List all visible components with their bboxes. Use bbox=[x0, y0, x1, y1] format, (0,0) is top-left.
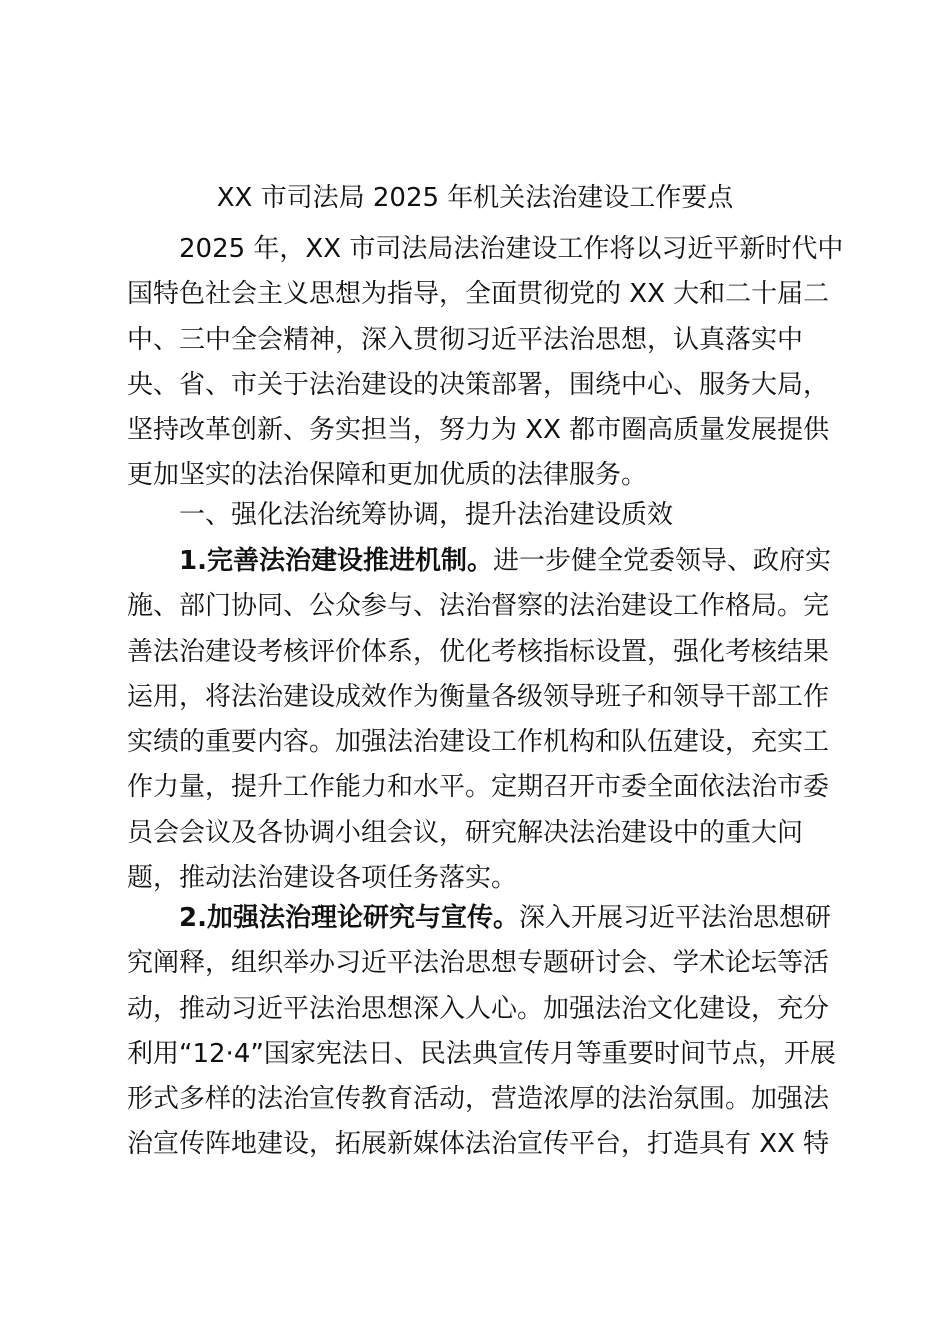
item1-line: 1.完善法治建设推进机制。进一步健全党委领导、政府实 bbox=[179, 546, 831, 576]
intro-line: 央、省、市关于法治建设的决策部署，围绕中心、服务大局， bbox=[127, 369, 830, 400]
item2-line: 究阐释，组织举办习近平法治思想专题研讨会、学术论坛等活 bbox=[127, 948, 830, 979]
item1-line: 运用，将法治建设成效作为衡量各级领导班子和领导干部工作 bbox=[127, 681, 830, 712]
item2-line: 利用“12·4”国家宪法日、民法典宣传月等重要时间节点，开展 bbox=[127, 1038, 836, 1069]
intro-line: 更加坚实的法治保障和更加优质的法律服务。 bbox=[127, 460, 648, 491]
item1-paragraph bbox=[127, 539, 831, 901]
item1-lead: 1.完善法治建设推进机制。 bbox=[179, 546, 493, 576]
document-title: XX 市司法局 2025 年机关法治建设工作要点 bbox=[216, 183, 734, 213]
item1-line: 作力量，提升工作能力和水平。定期召开市委全面依法治市委 bbox=[127, 772, 830, 803]
item1-line: 员会会议及各协调小组会议，研究解决法治建设中的重大问 bbox=[127, 817, 804, 848]
item2-line: 形式多样的法治宣传教育活动，营造浓厚的法治氛围。加强法 bbox=[127, 1084, 830, 1115]
item2-lead: 2.加强法治理论研究与宣传。 bbox=[179, 903, 519, 933]
intro-line: 国特色社会主义思想为指导，全面贯彻党的 XX 大和二十届二 bbox=[127, 279, 830, 310]
intro-line: 中、三中全会精神，深入贯彻习近平法治思想，认真落实中 bbox=[127, 324, 804, 355]
intro-line: 2025 年，XX 市司法局法治建设工作将以习近平新时代中 bbox=[179, 234, 844, 264]
intro-paragraph bbox=[127, 227, 844, 499]
item1-line: 善法治建设考核评价体系，优化考核指标设置，强化考核结果 bbox=[127, 636, 830, 667]
item1-line: 实绩的重要内容。加强法治建设工作机构和队伍建设，充实工 bbox=[127, 727, 830, 758]
item2-paragraph bbox=[127, 896, 836, 1168]
section-heading: 一、强化法治统筹协调，提升法治建设质效 bbox=[179, 500, 674, 530]
item2-line: 动，推动习近平法治思想深入人心。加强法治文化建设，充分 bbox=[127, 993, 830, 1024]
item2-line: 2.加强法治理论研究与宣传。深入开展习近平法治思想研 bbox=[179, 903, 831, 933]
item2-line: 治宣传阵地建设，拓展新媒体法治宣传平台，打造具有 XX 特 bbox=[127, 1129, 830, 1160]
intro-line: 坚持改革创新、务实担当，努力为 XX 都市圈高质量发展提供 bbox=[127, 415, 830, 446]
item1-line: 题，推动法治建设各项任务落实。 bbox=[127, 863, 518, 894]
item1-line: 施、部门协同、公众参与、法治督察的法治建设工作格局。完 bbox=[127, 591, 830, 622]
